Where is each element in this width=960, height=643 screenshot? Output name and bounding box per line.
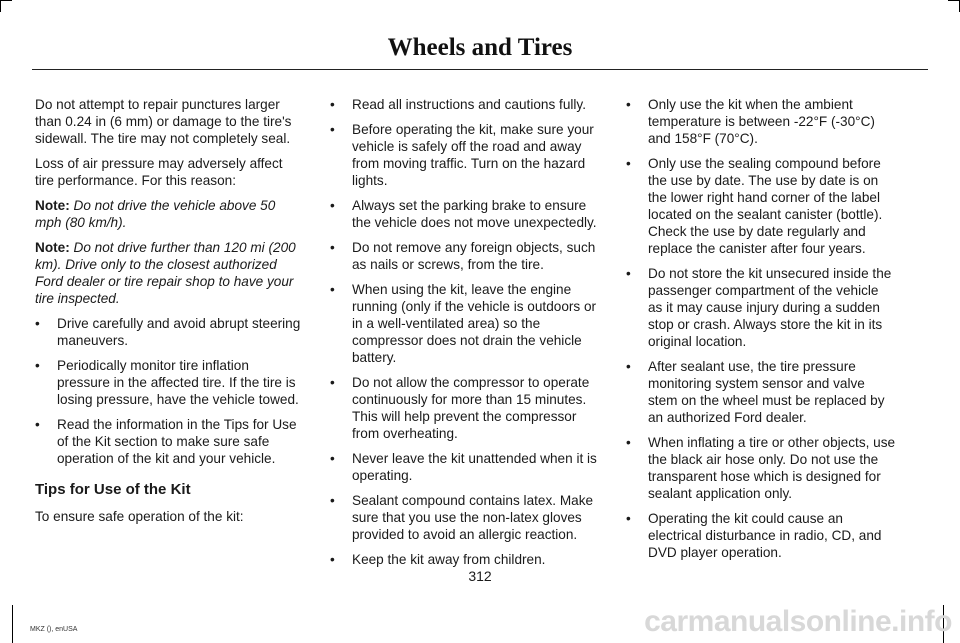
bullet-icon: • [330,198,335,213]
column-3 [626,96,896,569]
list-item-text: Only use the sealing compound before the use by date. The use by date is on the lower right hand corner of the label located on the sealant canister (bottle). Check the use by date regularly and replace the canister after four years. [648,156,883,256]
bullet-list [330,96,602,568]
note-label: Note: [35,240,70,255]
note [35,239,305,307]
bullet-icon: • [626,266,631,281]
bullet-icon: • [330,451,335,466]
list-item-text: After sealant use, the tire pressure monitoring system sensor and valve stem on the wheel must be replaced by an authorized Ford dealer. [648,359,885,425]
bullet-icon: • [330,375,335,390]
crop-mark [12,605,13,643]
paragraph: Loss of air pressure may adversely affect tire performance. For this reason: [35,156,283,188]
note-text: Do not drive further than 120 mi (200 km). Drive only to the closest authorized Ford dealer or tire repair shop to have your tire inspected. [35,240,296,306]
bullet-icon: • [626,359,631,374]
list-item-text: Drive carefully and avoid abrupt steering maneuvers. [57,316,301,348]
crop-mark [948,0,960,1]
list-item-text: Read all instructions and cautions fully. [352,97,586,112]
section-heading: Tips for Use of the Kit [35,481,191,498]
list-item-text: Operating the kit could cause an electrical disturbance in radio, CD, and DVD player operation. [648,511,882,560]
list-item [330,239,602,273]
bullet-icon: • [626,435,631,450]
list-item [626,434,896,502]
list-item [330,374,602,442]
list-item-text: Do not allow the compressor to operate continuously for more than 15 minutes. This will help prevent the compressor from overheating. [352,375,590,441]
header-divider [32,69,928,70]
list-item [330,492,602,543]
list-item [330,96,602,113]
paragraph: To ensure safe operation of the kit: [35,509,244,524]
watermark: carmanualsonline.info [644,605,952,638]
bullet-list [626,96,896,561]
list-item-text: Always set the parking brake to ensure the vehicle does not move unexpectedly. [352,198,597,230]
bullet-icon: • [330,97,335,112]
list-item [35,416,305,467]
bullet-icon: • [626,156,631,171]
bullet-icon: • [330,493,335,508]
bullet-icon: • [35,358,40,373]
crop-mark [0,0,1,12]
bullet-icon: • [626,511,631,526]
list-item-text: When using the kit, leave the engine running (only if the vehicle is outdoors or in a well-ventilated area) so the compressor does not drain the vehicle battery. [352,282,597,365]
list-item [35,315,305,349]
note-label: Note: [35,198,70,213]
list-item [35,357,305,408]
bullet-icon: • [35,316,40,331]
list-item [626,265,896,350]
note-text: Do not drive the vehicle above 50 mph (80 km/h). [35,198,276,230]
list-item [330,281,602,366]
list-item-text: Never leave the kit unattended when it is operating. [352,451,597,483]
bullet-icon: • [330,240,335,255]
list-item [626,510,896,561]
note [35,197,305,231]
bullet-icon: • [35,417,40,432]
list-item-text: Sealant compound contains latex. Make sure that you use the non-latex gloves provided to avoid an allergic reaction. [352,493,594,542]
list-item [626,96,896,147]
list-item [330,197,602,231]
list-item-text: Read the information in the Tips for Use of the Kit section to make sure safe operation of the kit and your vehicle. [57,417,297,466]
bullet-icon: • [330,282,335,297]
list-item-text: Keep the kit away from children. [352,552,546,567]
document-code: MKZ (), enUSA [30,626,78,633]
paragraph: Do not attempt to repair punctures larger than 0.24 in (6 mm) or damage to the tire's sidewall. The tire may not completely seal. [35,97,292,146]
bullet-icon: • [330,122,335,137]
list-item [626,155,896,257]
list-item [626,358,896,426]
page-title: Wheels and Tires [387,34,573,61]
list-item-text: Do not remove any foreign objects, such as nails or screws, from the tire. [352,240,596,272]
column-1 [35,96,305,533]
page-number: 312 [468,568,492,584]
column-2 [330,96,602,576]
bullet-list [35,315,305,467]
bullet-icon: • [330,552,335,567]
list-item-text: Do not store the kit unsecured inside the passenger compartment of the vehicle as it may cause injury during a sudden stop or crash. Always store the kit in its original location. [648,266,892,349]
list-item-text: When inflating a tire or other objects, use the black air hose only. Do not use the transparent hose which is designed for sealant application only. [648,435,896,501]
crop-mark [0,0,12,1]
list-item [330,551,602,568]
list-item-text: Periodically monitor tire inflation pressure in the affected tire. If the tire is losing pressure, have the vehicle towed. [57,358,299,407]
bullet-icon: • [626,97,631,112]
list-item-text: Only use the kit when the ambient temperature is between -22°F (-30°C) and 158°F (70°C). [648,97,875,146]
list-item [330,450,602,484]
list-item [330,121,602,189]
list-item-text: Before operating the kit, make sure your vehicle is safely off the road and away from moving traffic. Turn on the hazard lights. [352,122,594,188]
